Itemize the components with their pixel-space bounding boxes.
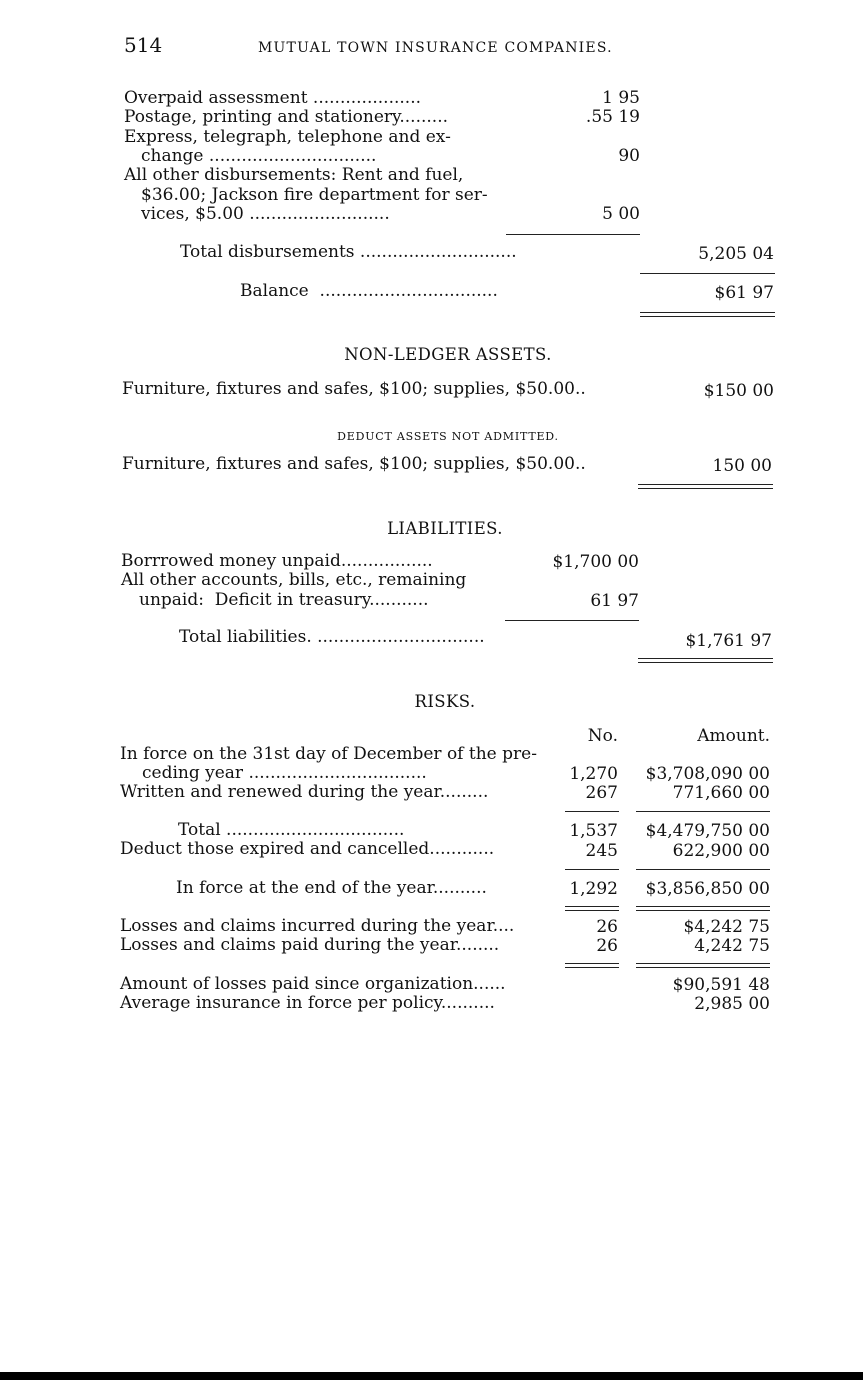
- other-accounts-amount: 61 97: [590, 591, 639, 611]
- balance-double-rule: [640, 312, 775, 317]
- liabilities-title: LIABILITIES.: [387, 519, 503, 538]
- disbursement-label: $36.00; Jackson fire department for ser-: [141, 185, 488, 205]
- other-accounts-label: unpaid: Deficit in treasury...........: [139, 590, 429, 610]
- col-header-amount: Amount.: [697, 726, 770, 746]
- amount-column-double-rule: [636, 963, 770, 968]
- amount-column-double-rule: [636, 906, 770, 911]
- total-liabilities-label: Total liabilities. ...............................: [179, 627, 485, 647]
- disbursement-amount: 90: [618, 146, 640, 166]
- no-column-rule: [565, 869, 619, 870]
- disbursement-label: Overpaid assessment ....................: [124, 88, 422, 108]
- disbursement-amount: .55 19: [585, 107, 640, 127]
- disbursement-amount: 5 00: [602, 204, 640, 224]
- risk-row-label: ceding year .................................: [142, 763, 427, 783]
- risk-row-amount: 771,660 00: [672, 783, 770, 803]
- risk-row-amount: $3,856,850 00: [645, 879, 770, 899]
- total-liabilities-amount: $1,761 97: [685, 631, 772, 651]
- risk-row-no: 1,292: [569, 879, 618, 899]
- other-accounts-label: All other accounts, bills, etc., remaining: [121, 570, 467, 590]
- balance-rule: [640, 273, 775, 274]
- liabilities-double-rule: [638, 658, 773, 663]
- borrowed-money-amount: $1,700 00: [552, 552, 639, 572]
- risk-row-no: 1,537: [569, 821, 618, 841]
- total-disbursements-amount: 5,205 04: [698, 244, 774, 264]
- non-ledger-title: NON-LEDGER ASSETS.: [344, 345, 552, 364]
- risk-row-no: 26: [596, 917, 618, 937]
- liabilities-subtotal-rule: [505, 620, 639, 621]
- risk-row-label: Deduct those expired and cancelled............: [120, 839, 495, 859]
- risk-row-label: In force on the 31st day of December of the pre-: [120, 744, 537, 764]
- running-title: MUTUAL TOWN INSURANCE COMPANIES.: [258, 40, 613, 56]
- risk-row-label: Written and renewed during the year.........: [120, 782, 489, 802]
- total-disbursements-label: Total disbursements .............................: [180, 242, 517, 262]
- amount-column-rule: [636, 811, 770, 812]
- deduct-line: Furniture, fixtures and safes, $100; supplies, $50.00..: [122, 454, 586, 474]
- risk-row-amount: $3,708,090 00: [645, 764, 770, 784]
- disbursement-label: Postage, printing and stationery.........: [124, 107, 449, 127]
- non-ledger-line: Furniture, fixtures and safes, $100; supplies, $50.00..: [122, 379, 586, 399]
- risk-row-amount: $4,242 75: [683, 917, 770, 937]
- risk-row-label: In force at the end of the year..........: [176, 878, 487, 898]
- risk-row-amount: $4,479,750 00: [645, 821, 770, 841]
- no-column-double-rule: [565, 963, 619, 968]
- deduct-title: DEDUCT ASSETS NOT ADMITTED.: [337, 430, 559, 443]
- subtotal-rule: [506, 234, 640, 235]
- risk-row-no: 245: [585, 841, 618, 861]
- risk-row-label: Losses and claims paid during the year........: [120, 935, 500, 955]
- risk-row-amount: 622,900 00: [672, 841, 770, 861]
- disbursement-label: change ...............................: [141, 146, 377, 166]
- risk-row-no: 1,270: [569, 764, 618, 784]
- amount-column-rule: [636, 869, 770, 870]
- risk-row-label: Amount of losses paid since organization......: [120, 974, 506, 994]
- risk-row-no: 26: [596, 936, 618, 956]
- page-number: 514: [124, 33, 163, 57]
- risk-row-label: Losses and claims incurred during the year....: [120, 916, 515, 936]
- non-ledger-amount: $150 00: [703, 381, 774, 401]
- borrowed-money-label: Borrrowed money unpaid.................: [121, 551, 433, 571]
- non-ledger-double-rule: [638, 484, 773, 489]
- no-column-rule: [565, 811, 619, 812]
- risk-row-amount: 2,985 00: [694, 994, 770, 1014]
- balance-label: Balance .................................: [240, 281, 498, 301]
- col-header-no: No.: [587, 726, 618, 746]
- risk-row-no: 267: [585, 783, 618, 803]
- risk-row-amount: $90,591 48: [672, 975, 770, 995]
- deduct-amount: 150 00: [712, 456, 772, 476]
- risk-row-amount: 4,242 75: [694, 936, 770, 956]
- no-column-double-rule: [565, 906, 619, 911]
- disbursement-amount: 1 95: [602, 88, 640, 108]
- risks-title: RISKS.: [414, 692, 476, 711]
- scan-edge-bar: [0, 1372, 863, 1380]
- risk-row-label: Total .................................: [178, 820, 405, 840]
- disbursement-label: Express, telegraph, telephone and ex-: [124, 127, 451, 147]
- risk-row-label: Average insurance in force per policy..........: [120, 993, 495, 1013]
- disbursement-label: vices, $5.00 ..........................: [141, 204, 390, 224]
- disbursement-label: All other disbursements: Rent and fuel,: [124, 165, 464, 185]
- balance-amount: $61 97: [714, 283, 774, 303]
